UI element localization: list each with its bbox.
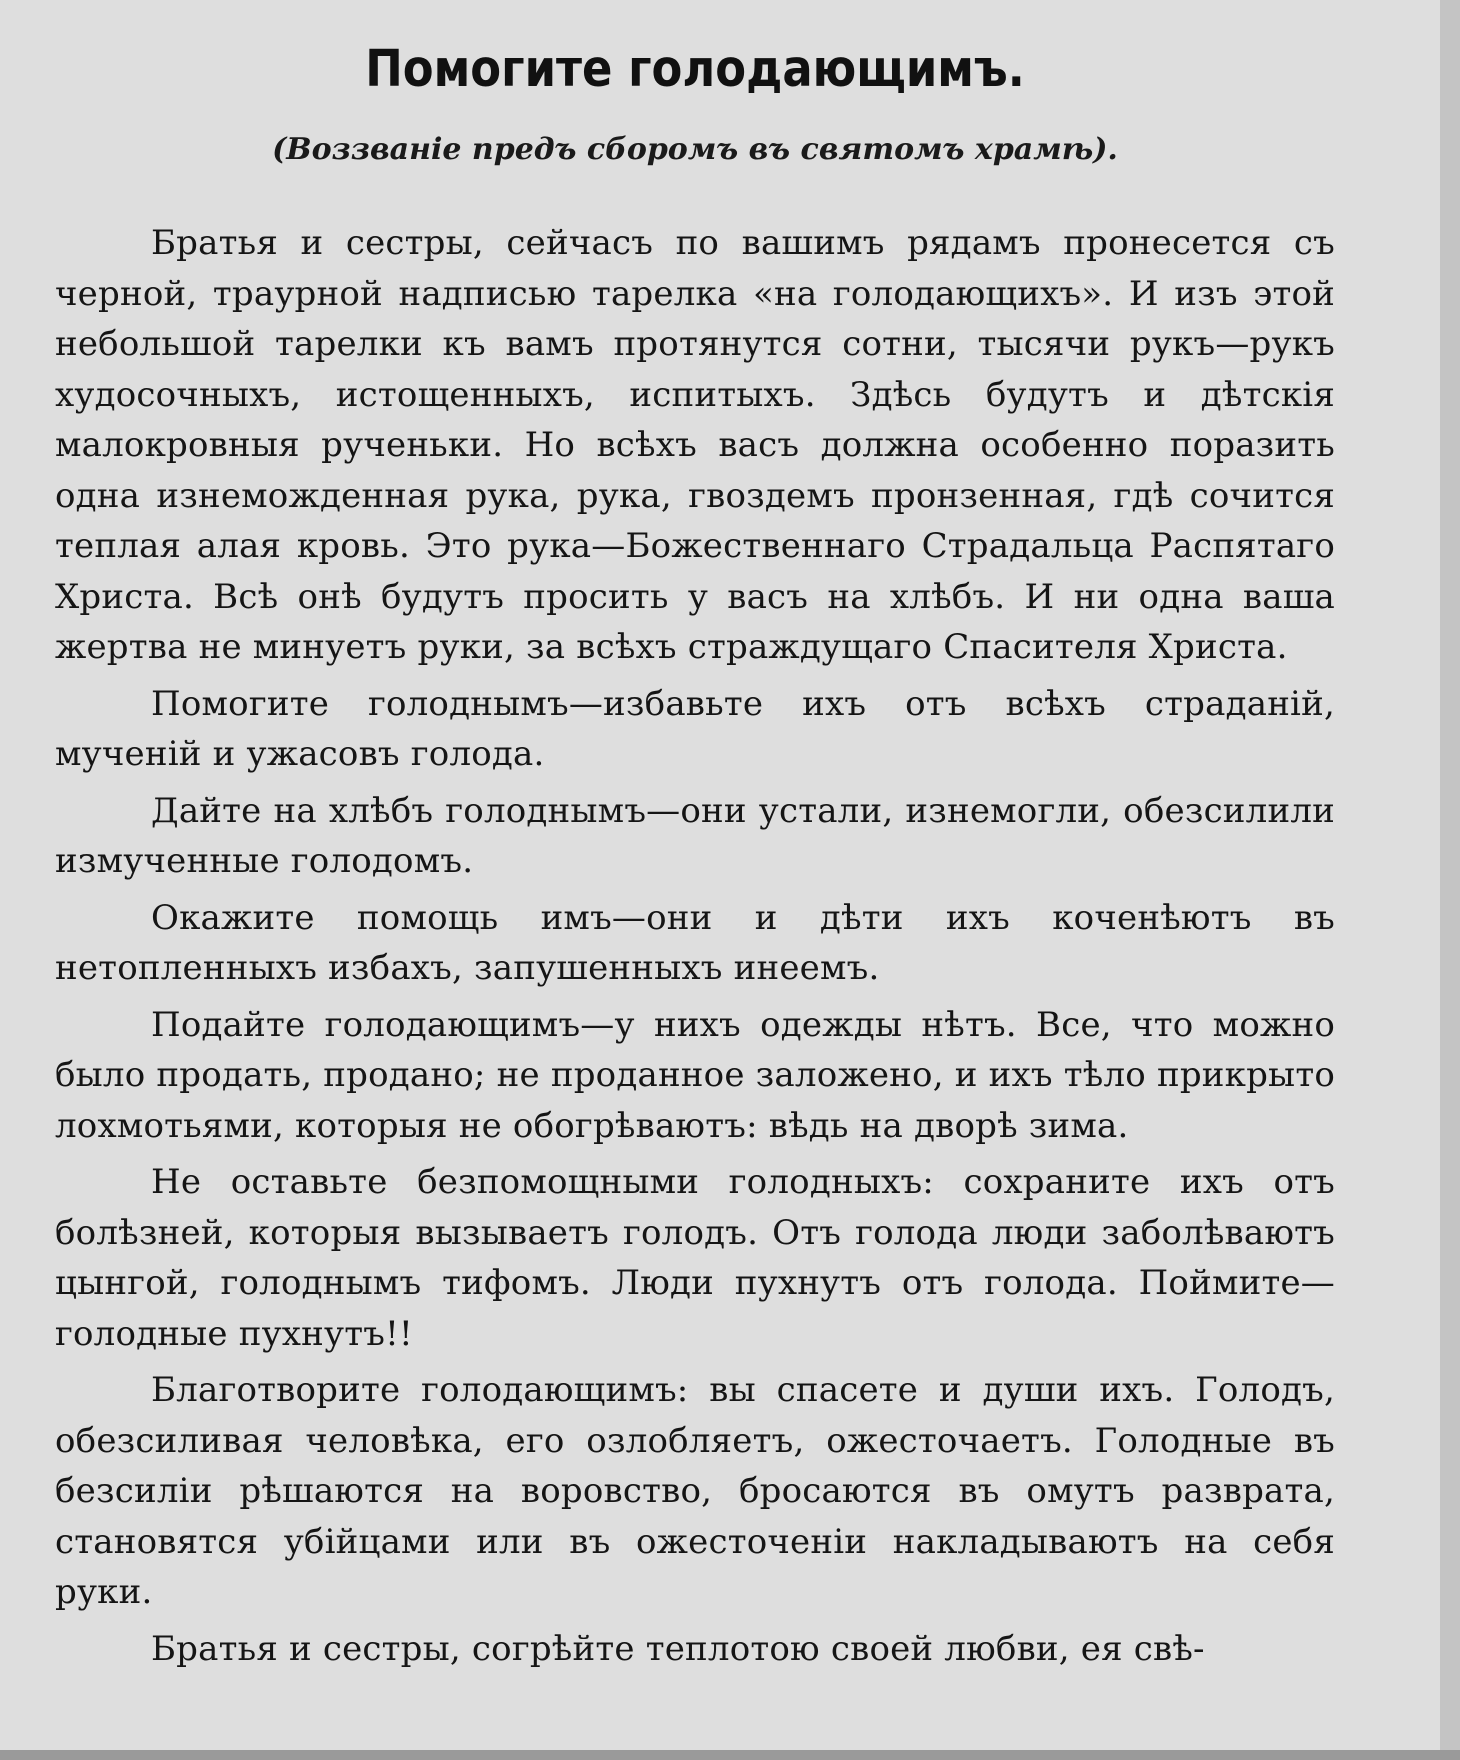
paragraph-7: Благотворите голодающимъ: вы спасете и души ихъ. Голодъ, обезсиливая человѣка, его озлобляетъ, ожесточаетъ. Голодные въ безсиліи рѣшаются на воровство, бросаются въ омутъ разврата, становятся убійцами или въ ожесточеніи накладываютъ на себя руки. xyxy=(55,1370,1335,1612)
paragraph-8: Братья и сестры, согрѣйте теплотою своей любви, ея свѣ- xyxy=(151,1628,1205,1669)
paragraph-1: Братья и сестры, сейчасъ по вашимъ рядамъ пронесется съ черной, траурной надписью тарелка «на голодающихъ». И изъ этой небольшой тарелки къ вамъ протянутся сотни, тысячи рукъ—рукъ худосочныхъ, истощенныхъ, испитыхъ. Здѣсь будутъ и дѣтскія малокровныя рученьки. Но всѣхъ васъ должна особенно поразить одна изнеможденная рука, рука, гвоздемъ пронзенная, гдѣ сочится теплая алая кровь. Это рука—Божественнаго Страдальца Распятаго Христа. Всѣ онѣ будутъ просить у васъ на хлѣбъ. И ни одна ваша жертва не минуетъ руки, за всѣхъ страждущаго Спасителя Христа. xyxy=(55,223,1335,667)
article-title: Помогите голодающимъ. xyxy=(365,40,1025,99)
paragraph-4: Окажите помощь имъ—они и дѣти ихъ коченѣютъ въ нетопленныхъ избахъ, запушенныхъ инеемъ. xyxy=(55,897,1335,988)
page-edge-shadow xyxy=(1440,0,1460,1760)
article xyxy=(55,30,1335,1680)
paragraph-3: Дайте на хлѣбъ голоднымъ—они устали, изнемогли, обезсилили измученные голодомъ. xyxy=(55,790,1335,881)
article-subtitle: (Воззваніе предъ сборомъ въ святомъ храмѣ). xyxy=(272,132,1118,167)
paragraph-6: Не оставьте безпомощными голодныхъ: сохраните ихъ отъ болѣзней, которыя вызываетъ голодъ. Отъ голода люди заболѣваютъ цынгой, голоднымъ тифомъ. Люди пухнутъ отъ голода. Поймите—голодные пухнутъ!! xyxy=(55,1162,1335,1354)
paragraph-5: Подайте голодающимъ—у нихъ одежды нѣтъ. Все, что можно было продать, продано; не проданное заложено, и ихъ тѣло прикрыто лохмотьями, которыя не обогрѣваютъ: вѣдь на дворѣ зима. xyxy=(55,1004,1335,1146)
paragraph-2: Помогите голоднымъ—избавьте ихъ отъ всѣхъ страданій, мученій и ужасовъ голода. xyxy=(55,683,1335,774)
page-bottom-edge xyxy=(0,1750,1460,1760)
